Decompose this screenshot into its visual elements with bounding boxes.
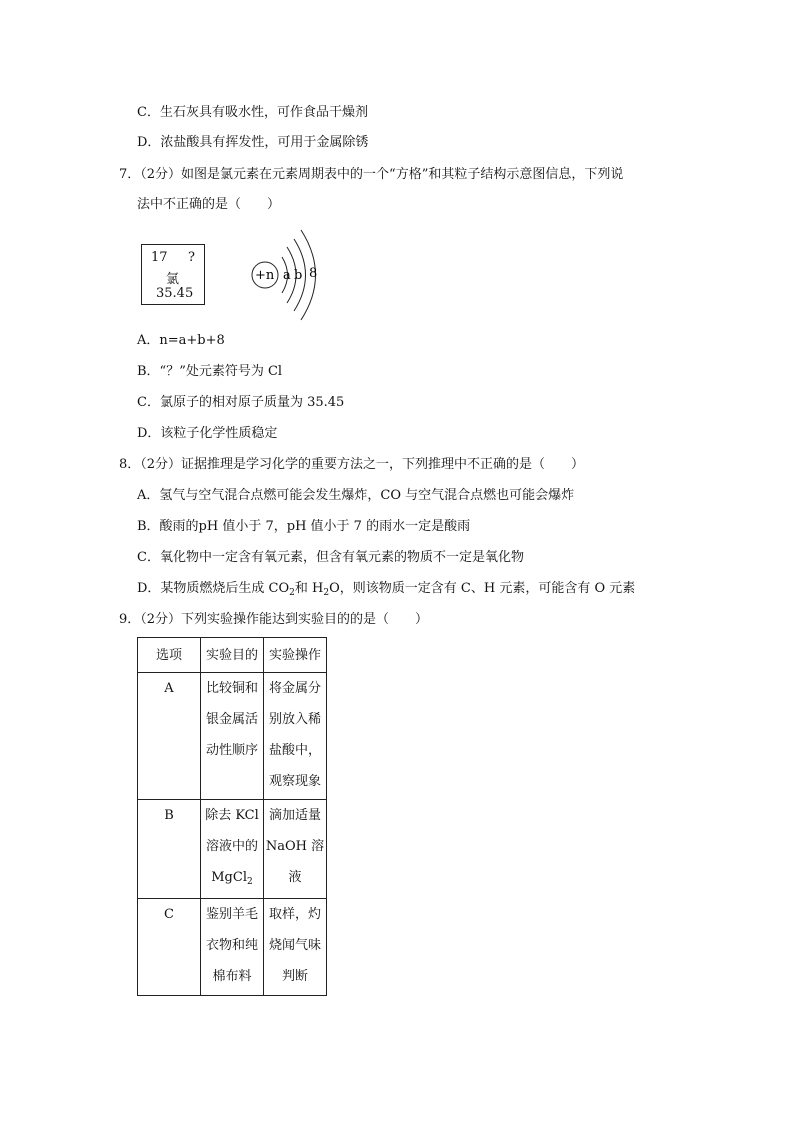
- table-row: [138, 899, 327, 996]
- q9-stem: 9．（2分）下列实验操作能达到实验目的的是（ ）: [119, 612, 429, 627]
- element-name: 氯: [166, 272, 180, 287]
- q7-option-d: D．该粒子化学性质稳定: [137, 426, 278, 441]
- row-b-option: B: [138, 800, 201, 899]
- table-row: [138, 800, 327, 899]
- atom-structure-diagram: [245, 225, 335, 325]
- nucleus-label: +n: [255, 268, 275, 283]
- row-b-operation: 滴加适量 NaOH 溶 液: [264, 800, 327, 899]
- q7-stem-line1: 7．（2分）如图是氯元素在元素周期表中的一个“方格”和其粒子结构示意图信息，下列说: [119, 167, 624, 182]
- table-header-row: [138, 638, 327, 673]
- q7-option-a: A．n=a+b+8: [137, 333, 225, 348]
- shell-a-label: a: [283, 268, 291, 283]
- header-operation: 实验操作: [264, 638, 327, 673]
- q7-stem-line2: 法中不正确的是（ ）: [137, 197, 281, 212]
- q7-option-c: C．氯原子的相对原子质量为 35.45: [137, 395, 345, 410]
- row-c-option: C: [138, 899, 201, 996]
- row-a-operation: 将金属分 别放入稀 盐酸中， 观察现象: [264, 673, 327, 800]
- atomic-mass: 35.45: [156, 286, 194, 301]
- element-periodic-box: [141, 244, 205, 305]
- row-a-purpose: 比较铜和 银金属活 动性顺序: [201, 673, 264, 800]
- row-c-operation: 取样，灼 烧闻气味 判断: [264, 899, 327, 996]
- q8-option-c: C．氧化物中一定含有氧元素，但含有氧元素的物质不一定是氧化物: [137, 550, 524, 565]
- row-c-purpose: 鉴别羊毛 衣物和纯 棉布料: [201, 899, 264, 996]
- q8-option-d: D．某物质燃烧后生成 $CO_2$和 $H_2O$，则该物质一定含有 C、H 元素，可能含有 O 元素: [137, 581, 636, 598]
- shell-b-label: b: [294, 268, 303, 283]
- q8-option-a: A．氢气与空气混合点燃可能会发生爆炸，CO 与空气混合点燃也可能会爆炸: [137, 488, 575, 503]
- element-symbol-unknown: ?: [188, 250, 195, 265]
- q8-option-b: B．酸雨的pH 值小于 7，pH 值小于 7 的雨水一定是酸雨: [137, 519, 471, 534]
- row-a-option: A: [138, 673, 201, 800]
- q7-option-b: B．“？”处元素符号为 Cl: [137, 364, 283, 379]
- row-b-purpose: 除去 KCl 溶液中的 MgCl$_2$: [201, 800, 264, 899]
- q6-option-c: C．生石灰具有吸水性，可作食品干燥剂: [137, 105, 368, 120]
- header-option: 选项: [138, 638, 201, 673]
- header-purpose: 实验目的: [201, 638, 264, 673]
- table-row: [138, 673, 327, 800]
- shell-8-label: 8: [309, 266, 318, 281]
- q8-stem: 8．（2分）证据推理是学习化学的重要方法之一，下列推理中不正确的是（ ）: [119, 457, 585, 472]
- atomic-number: 17: [151, 250, 168, 265]
- q6-option-d: D．浓盐酸具有挥发性，可用于金属除锈: [137, 135, 369, 150]
- experiment-table: [137, 637, 327, 996]
